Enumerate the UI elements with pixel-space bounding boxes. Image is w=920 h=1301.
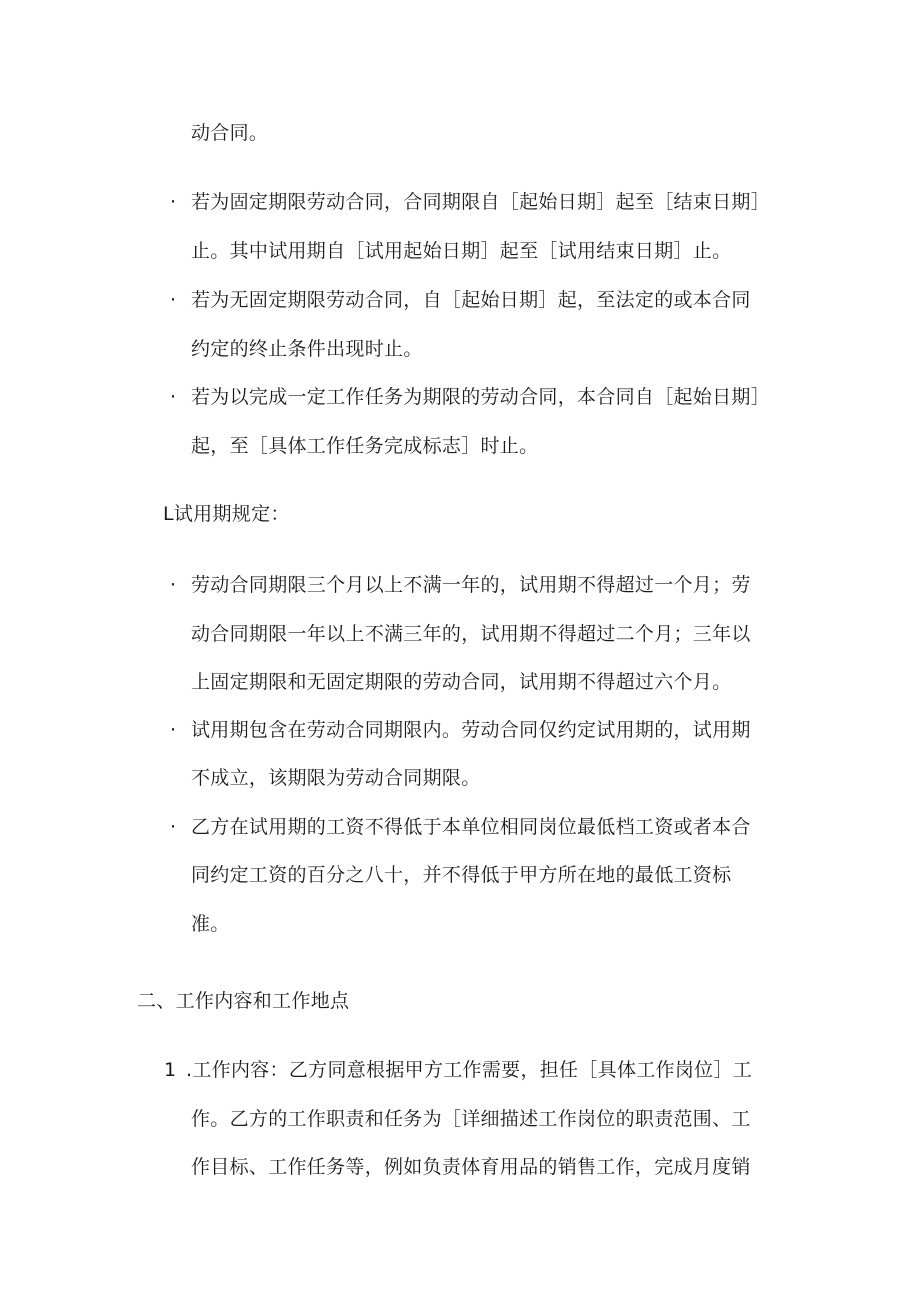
probation-heading: L试用期规定：: [163, 503, 290, 525]
bullet-line: 止。其中试用期自［试用起始日期］起至［试用结束日期］止。: [191, 240, 732, 262]
bullet-dot-icon: ·: [170, 719, 177, 741]
continuation-text: 动合同。: [191, 122, 269, 144]
item-line: .工作内容：乙方同意根据甲方工作需要，担任［具体工作岗位］工: [186, 1059, 753, 1081]
item-number: 1: [164, 1059, 177, 1081]
bullet-dot-icon: ·: [170, 386, 177, 408]
bullet-line: 动合同期限一年以上不满三年的，试用期不得超过二个月；三年以: [191, 623, 751, 645]
bullet-line: 准。: [191, 913, 230, 935]
item-line: 作。乙方的工作职责和任务为［详细描述工作岗位的职责范围、工: [191, 1108, 751, 1130]
item-line: 作目标、工作任务等，例如负责体育用品的销售工作，完成月度销: [191, 1156, 751, 1178]
bullet-line: 若为固定期限劳动合同，合同期限自［起始日期］起至［结束日期］: [191, 191, 771, 213]
bullet-dot-icon: ·: [170, 574, 177, 596]
bullet-line: 约定的终止条件出现时止。: [191, 338, 423, 360]
bullet-dot-icon: ·: [170, 289, 177, 311]
bullet-line: 不成立，该期限为劳动合同期限。: [191, 767, 481, 789]
bullet-line: 劳动合同期限三个月以上不满一年的，试用期不得超过一个月；劳: [191, 574, 751, 596]
bullet-dot-icon: ·: [170, 816, 177, 838]
bullet-dot-icon: ·: [170, 191, 177, 213]
section-heading: 二、工作内容和工作地点: [137, 990, 350, 1012]
bullet-line: 上固定期限和无固定期限的劳动合同，试用期不得超过六个月。: [191, 671, 732, 693]
bullet-line: 同约定工资的百分之八十，并不得低于甲方所在地的最低工资标: [191, 864, 732, 886]
bullet-line: 乙方在试用期的工资不得低于本单位相同岗位最低档工资或者本合: [191, 816, 751, 838]
bullet-line: 若为以完成一定工作任务为期限的劳动合同，本合同自［起始日期］: [191, 386, 771, 408]
bullet-line: 起，至［具体工作任务完成标志］时止。: [191, 435, 539, 457]
bullet-line: 若为无固定期限劳动合同，自［起始日期］起，至法定的或本合同: [191, 289, 751, 311]
bullet-line: 试用期包含在劳动合同期限内。劳动合同仅约定试用期的，试用期: [191, 719, 751, 741]
